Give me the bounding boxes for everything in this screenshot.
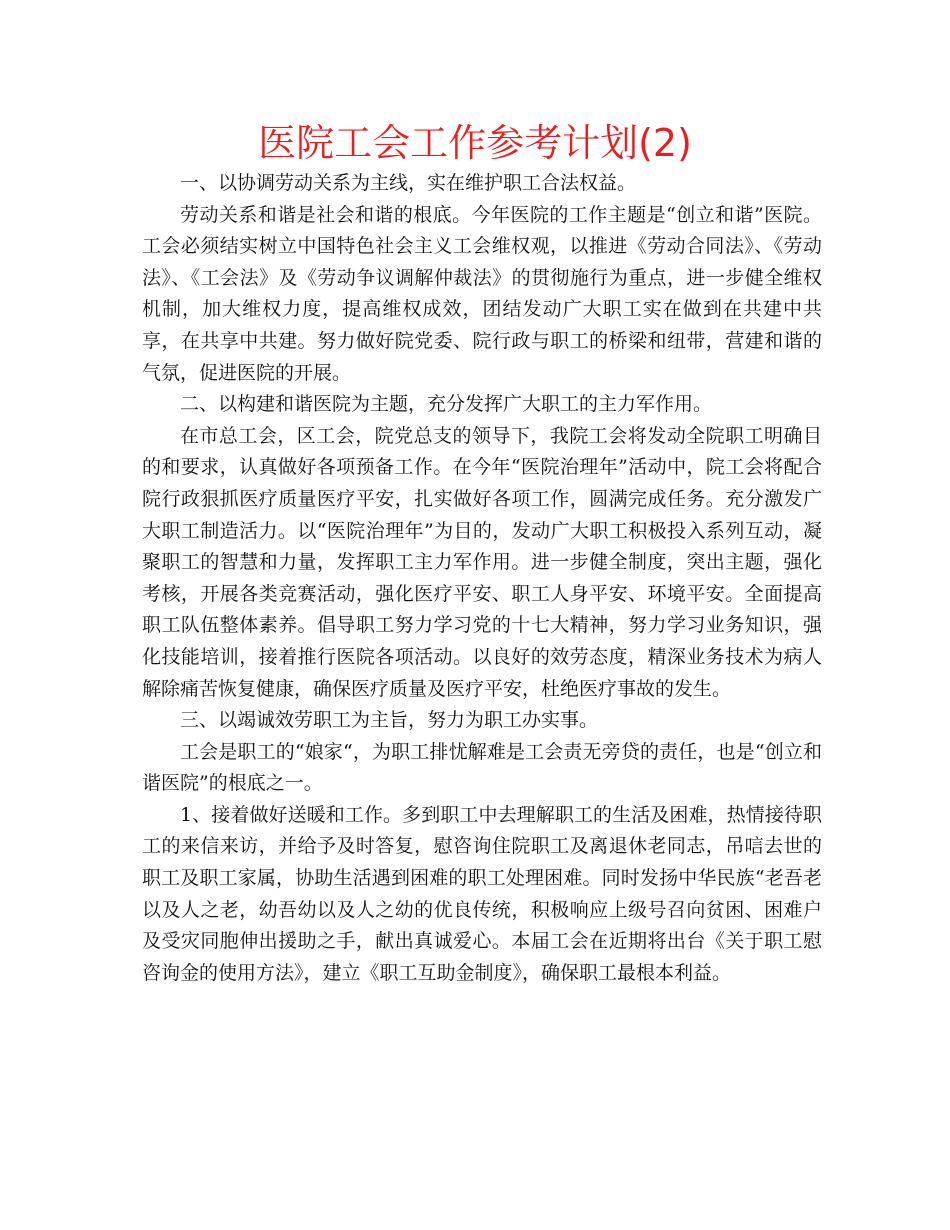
section-heading-3: 三、以竭诚效劳职工为主旨，努力为职工办实事。 [180,709,599,732]
paragraph: 劳动关系和谐是社会和谐的根底。今年医院的工作主题是“创立和谐”医院。工会必须结实树立中国特色社会主义工会维权观，以推进《劳动合同法》、《劳动法》、《工会法》及《劳动争议调解仲裁法》的贯彻施行为重点，进一步健全维权机制，加大维权力度，提高维权成效，团结发动广大职工实在做到在共建中共享，在共享中共建。努力做好院党委、院行政与职工的桥梁和纽带，营建和谐的气氛，促进医院的开展。 [142,203,822,384]
paragraph: 工会是职工的“娘家“，为职工排忧解难是工会责无旁贷的责任，也是“创立和谐医院”的根底之一。 [142,740,822,795]
section-heading-1: 一、以协调劳动关系为主线，实在维护职工合法权益。 [180,172,637,194]
document-body [142,168,822,989]
document-title: 医院工会工作参考计划(2) [258,121,692,165]
section-heading-2: 二、以构建和谐医院为主题，充分发挥广大职工的主力军作用。 [180,393,713,416]
paragraph: 1、接着做好送暖和工作。多到职工中去理解职工的生活及困难，热情接待职工的来信来访，并给予及时答复，慰咨询住院职工及离退休老同志，吊唁去世的职工及职工家属，协助生活遇到困难的职工处理困难。同时发扬中华民族“老吾老以及人之老，幼吾幼以及人之幼的优良传统，积极响应上级号召向贫困、困难户及受灾同胞伸出援助之手，献出真诚爱心。本届工会在近期将出台《关于职工慰咨询金的使用方法》，建立《职工互助金制度》，确保职工最根本利益。 [142,803,822,984]
paragraph: 在市总工会，区工会，院党总支的领导下，我院工会将发动全院职工明确目的和要求，认真做好各项预备工作。在今年“医院治理年”活动中，院工会将配合院行政狠抓医疗质量医疗平安，扎实做好各项工作，圆满完成任务。充分激发广大职工制造活力。以“医院治理年”为目的，发动广大职工积极投入系列互动，凝聚职工的智慧和力量，发挥职工主力军作用。进一步健全制度，突出主题，强化考核，开展各类竞赛活动，强化医疗平安、职工人身平安、环境平安。全面提高职工队伍整体素养。倡导职工努力学习党的十七大精神，努力学习业务知识，强化技能培训，接着推行医院各项活动。以良好的效劳态度，精深业务技术为病人解除痛苦恢复健康，确保医疗质量及医疗平安，杜绝医疗事故的发生。 [142,424,822,700]
